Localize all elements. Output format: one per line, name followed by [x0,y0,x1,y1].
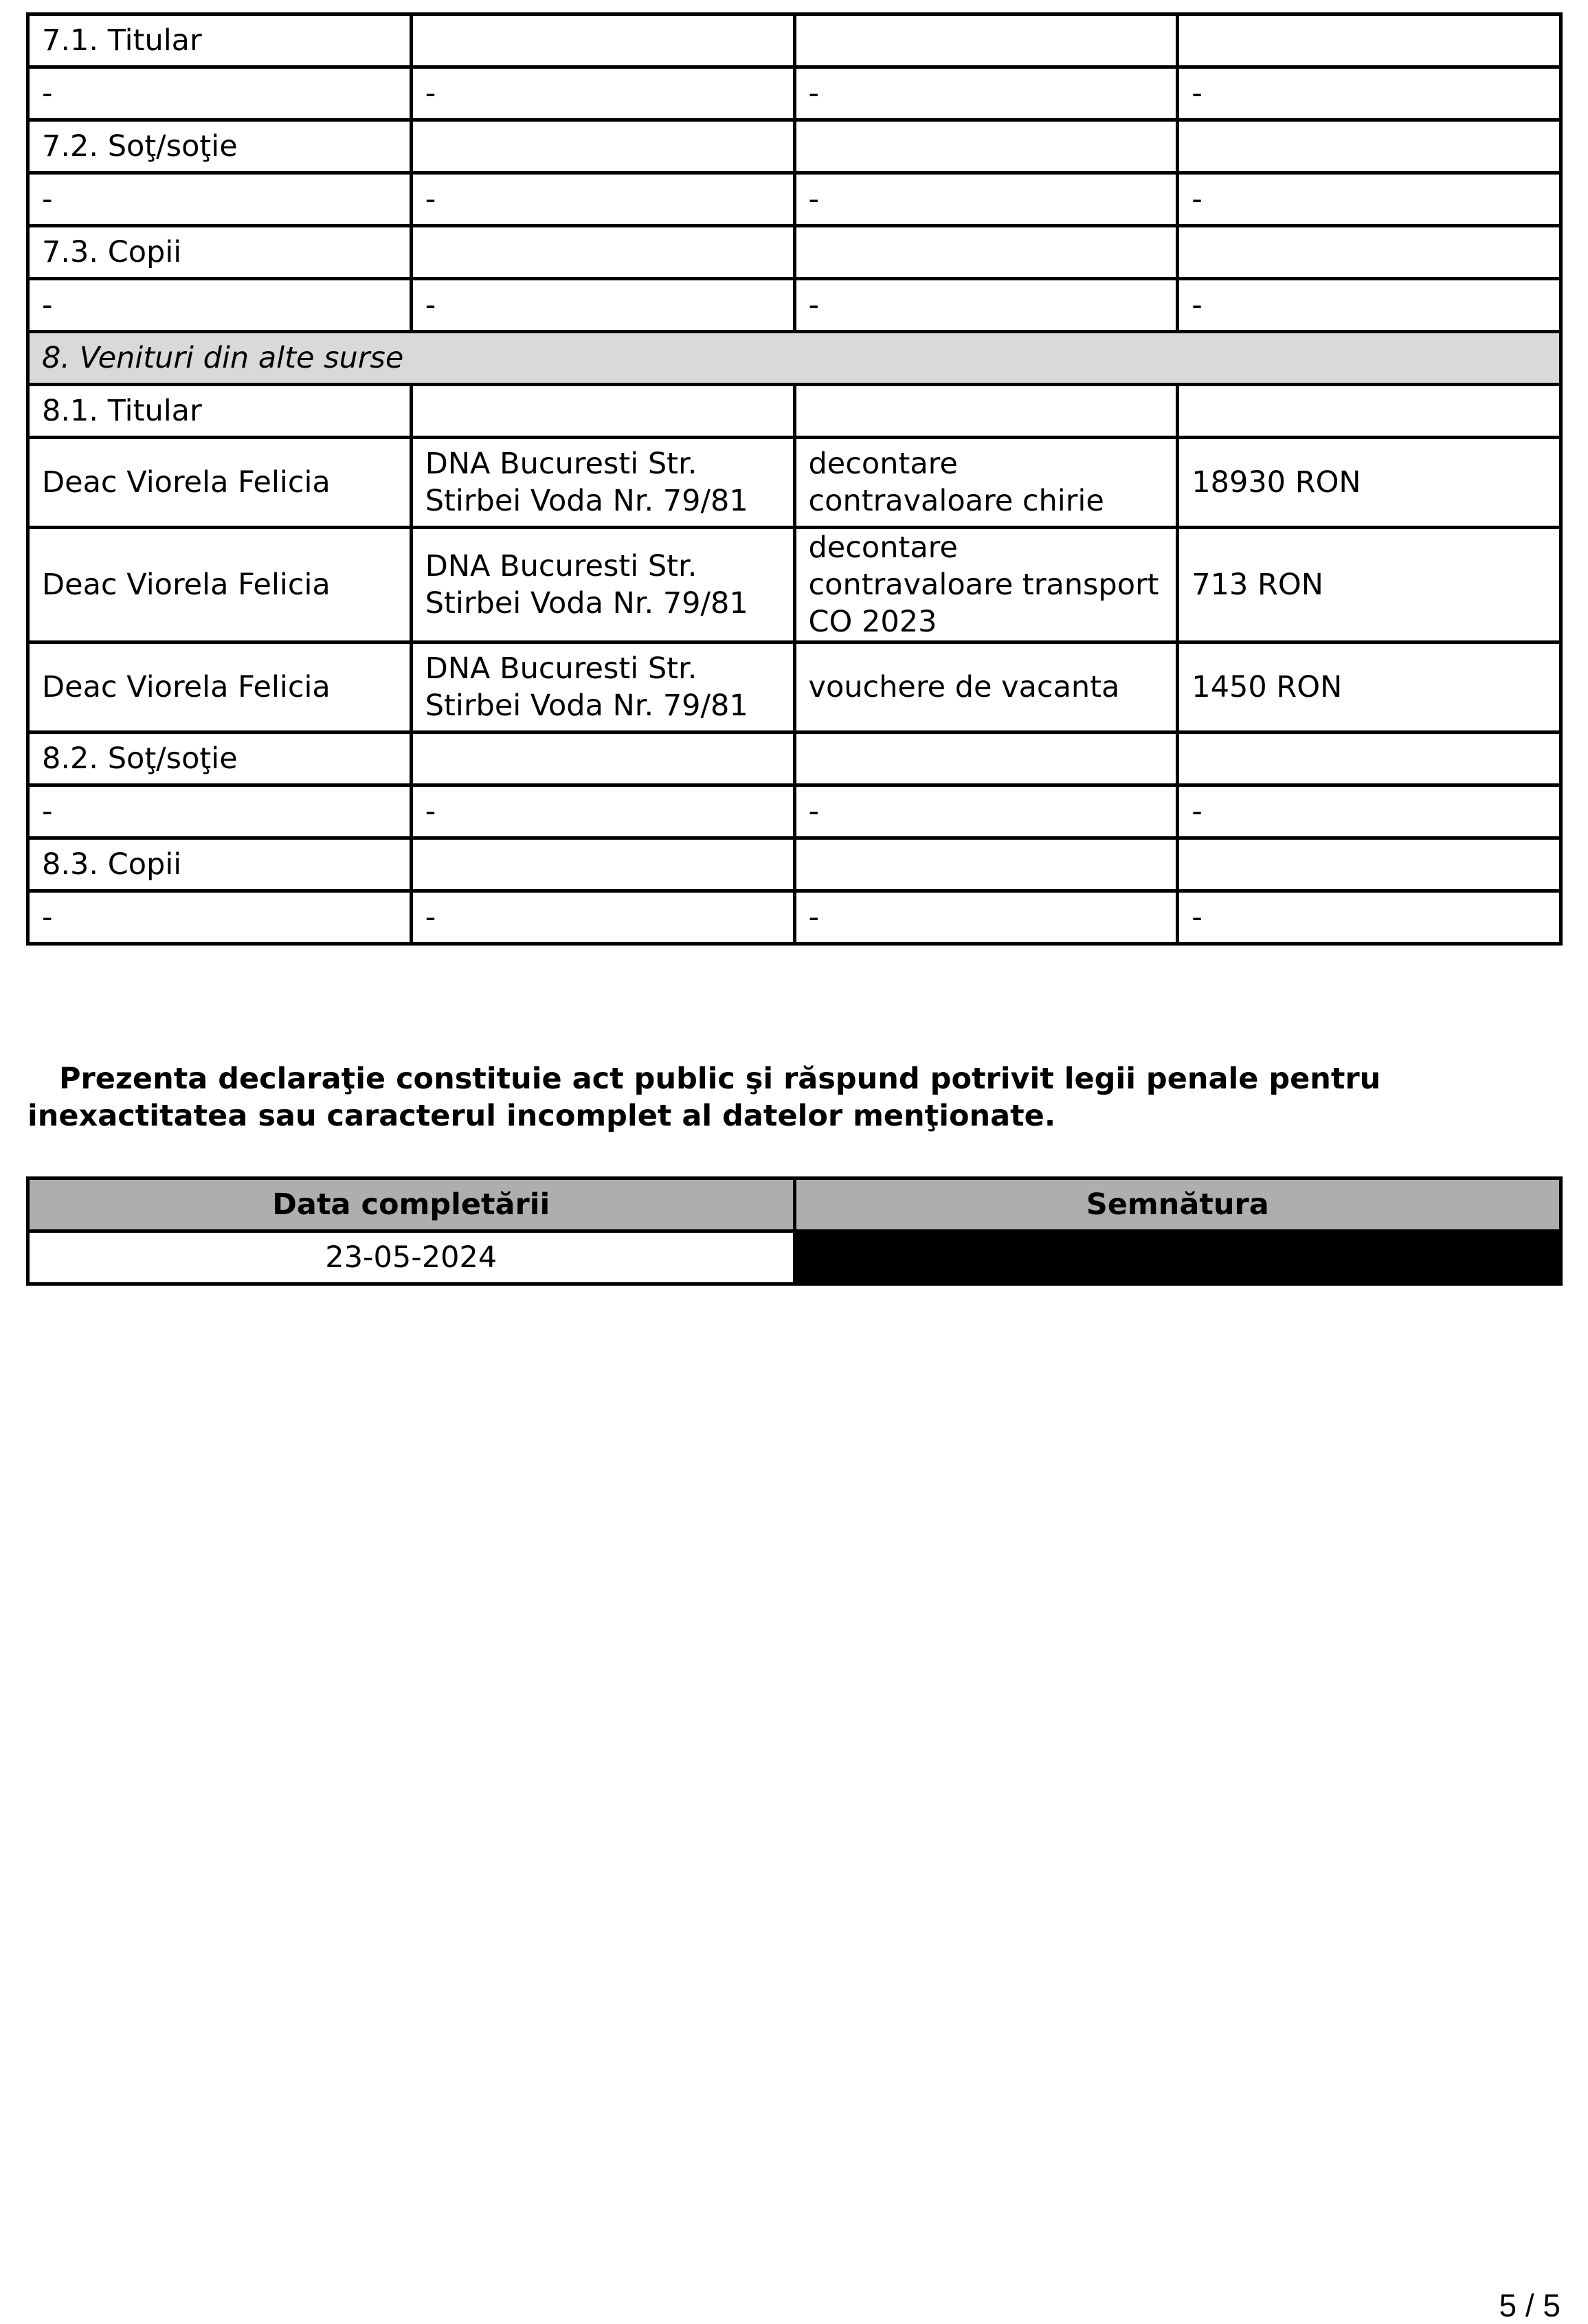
signature-table [26,1176,1563,1286]
beneficiary-cell: Deac Viorela Felicia [28,438,412,528]
table-cell: - [411,785,794,838]
table-row [28,891,1561,944]
table-row [28,643,1561,733]
amount-cell: 18930 RON [1178,438,1561,528]
source-cell: DNA Bucuresti Str. Stirbei Voda Nr. 79/81 [411,438,794,528]
table-cell [1178,120,1561,173]
table-row [28,385,1561,438]
table-cell [1178,226,1561,279]
table-cell: - [28,173,412,226]
table-cell: - [411,173,794,226]
income-table [26,12,1563,946]
page-number: 5 / 5 [1499,2288,1561,2323]
table-cell: - [1178,891,1561,944]
table-cell [794,226,1178,279]
table-row [28,733,1561,785]
table-row [28,173,1561,226]
table-row [28,785,1561,838]
section-header-row [28,332,1561,385]
table-row [28,528,1561,643]
beneficiary-cell: Deac Viorela Felicia [28,528,412,643]
row-label: 8.2. Soţ/soţie [28,733,412,785]
table-cell: - [794,67,1178,120]
table-row [28,67,1561,120]
row-label: 7.3. Copii [28,226,412,279]
row-label: 7.1. Titular [28,14,412,67]
table-cell [411,226,794,279]
table-cell [411,120,794,173]
table-cell [794,14,1178,67]
table-cell [1178,733,1561,785]
table-cell [1178,838,1561,891]
declaration-text: Prezenta declaraţie constituie act public şi răspund potrivit legii penale pentru inexactitatea sau caracterul incomplet al datelor menţionate. [27,1062,1381,1133]
table-row [28,838,1561,891]
table-cell [794,120,1178,173]
table-cell: - [1178,173,1561,226]
table-row [28,226,1561,279]
date-header: Data completării [28,1178,795,1231]
table-cell [794,733,1178,785]
service-cell: decontare contravaloare chirie [794,438,1178,528]
table-cell: - [28,891,412,944]
signature-header-row [28,1178,1561,1231]
table-cell: - [794,173,1178,226]
redacted-signature [794,1231,1561,1284]
source-cell: DNA Bucuresti Str. Stirbei Voda Nr. 79/81 [411,643,794,733]
table-cell: - [411,891,794,944]
table-cell: - [794,891,1178,944]
table-cell: - [1178,67,1561,120]
table-cell [411,733,794,785]
service-cell: vouchere de vacanta [794,643,1178,733]
table-cell [411,838,794,891]
row-label: 8.3. Copii [28,838,412,891]
date-value: 23-05-2024 [28,1231,795,1284]
table-cell [794,838,1178,891]
table-row [28,279,1561,332]
beneficiary-cell: Deac Viorela Felicia [28,643,412,733]
signature-header: Semnătura [794,1178,1561,1231]
table-cell: - [28,67,412,120]
table-row [28,14,1561,67]
table-cell: - [1178,279,1561,332]
signature-value-row [28,1231,1561,1284]
table-row [28,120,1561,173]
amount-cell: 713 RON [1178,528,1561,643]
table-cell [411,385,794,438]
table-cell: - [794,279,1178,332]
table-cell: - [794,785,1178,838]
service-cell: decontare contravaloare transport CO 2023 [794,528,1178,643]
row-label: 8.1. Titular [28,385,412,438]
table-cell: - [28,279,412,332]
table-cell: - [411,67,794,120]
table-cell: - [411,279,794,332]
source-cell: DNA Bucuresti Str. Stirbei Voda Nr. 79/81 [411,528,794,643]
table-cell [1178,385,1561,438]
table-row [28,438,1561,528]
table-cell: - [28,785,412,838]
table-cell [411,14,794,67]
table-cell [794,385,1178,438]
table-cell [1178,14,1561,67]
table-cell: - [1178,785,1561,838]
section-title: 8. Venituri din alte surse [28,332,1561,385]
amount-cell: 1450 RON [1178,643,1561,733]
row-label: 7.2. Soţ/soţie [28,120,412,173]
